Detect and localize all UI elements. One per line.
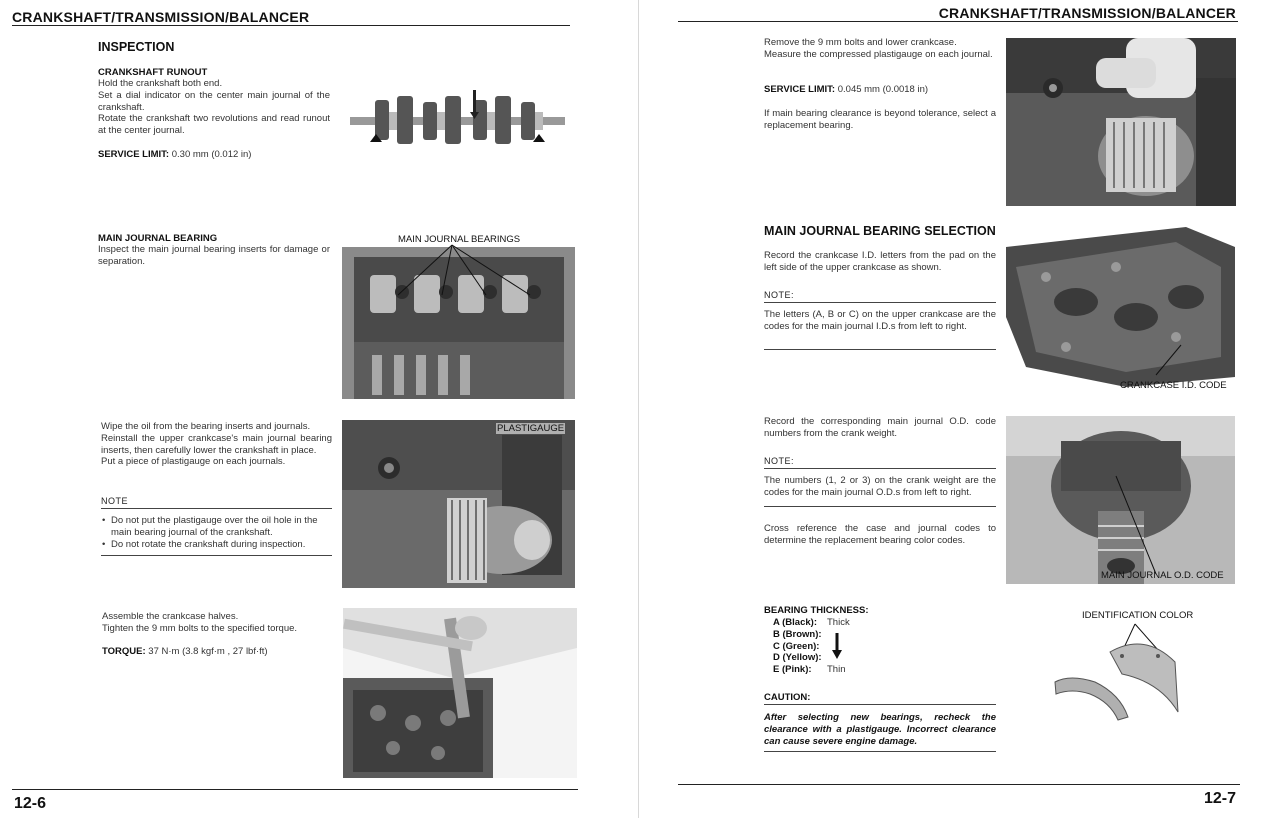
torque-label: TORQUE: xyxy=(102,646,146,657)
inspection-title: INSPECTION xyxy=(98,40,175,54)
thickness-code: E (Pink): xyxy=(773,664,812,676)
thickness-arrow-icon xyxy=(831,633,843,659)
measure-service-limit xyxy=(764,84,928,96)
plastigauge-note-item: • Do not put the plastigauge over the oil hole in the main bearing journal of the crankshaft. xyxy=(101,515,333,539)
torque-spec xyxy=(102,646,268,658)
selection-note-rule-bottom xyxy=(764,349,996,350)
measure-limit-label: SERVICE LIMIT: xyxy=(764,84,836,95)
selection-note-rule-top xyxy=(764,302,996,303)
right-page-number: 12-7 xyxy=(1203,790,1236,807)
measure-limit-value: 0.045 mm (0.0018 in) xyxy=(837,84,929,95)
selection-note-text: The letters (A, B or C) on the upper crankcase are the codes for the main journal I.D.s from left to right. xyxy=(764,309,996,332)
torque-value: 37 N·m (3.8 kgf·m , 27 lbf·ft) xyxy=(148,646,268,657)
right-footer-rule xyxy=(678,784,1240,785)
crank-weight-photo xyxy=(1006,416,1235,584)
selection-note-label: NOTE: xyxy=(764,290,795,300)
od-code-callout: MAIN JOURNAL O.D. CODE xyxy=(1101,570,1224,581)
measure-plastigauge-photo xyxy=(1006,38,1236,206)
thickness-title: BEARING THICKNESS: xyxy=(764,605,869,616)
caution-rule-top xyxy=(764,704,996,705)
crankshaft-illustration xyxy=(345,90,570,150)
runout-text: Hold the crankshaft both end. Set a dial indicator on the center main journal of the crankshaft. Rotate the crankshaft two revolutions and read runout at the center journal. xyxy=(98,78,330,137)
caution-rule-bottom xyxy=(764,751,996,752)
plastigauge-notes xyxy=(101,515,333,550)
identification-color-callout: IDENTIFICATION COLOR xyxy=(1082,610,1194,621)
assemble-text: Assemble the crankcase halves. Tighten the 9 mm bolts to the specified torque. xyxy=(102,611,298,634)
left-header-rule xyxy=(12,25,570,26)
right-page-header: CRANKSHAFT/TRANSMISSION/BALANCER xyxy=(938,5,1236,21)
crankcase-id-callout: CRANKCASE I.D. CODE xyxy=(1120,380,1227,391)
selection-text: Record the crankcase I.D. letters from the pad on the left side of the upper crankcase as shown. xyxy=(764,250,996,273)
thickness-code: D (Yellow): xyxy=(773,652,822,664)
od-note-text: The numbers (1, 2 or 3) on the crank weight are the codes for the main journal O.D.s from left to right. xyxy=(764,475,996,498)
caution-text: After selecting new bearings, recheck the clearance with a plastigauge. Incorrect clearance can cause severe engine damage. xyxy=(764,712,996,747)
od-text: Record the corresponding main journal O.D. code numbers from the crank weight. xyxy=(764,416,996,439)
runout-limit-label: SERVICE LIMIT: xyxy=(98,149,170,160)
plastigauge-photo xyxy=(342,420,575,588)
plastigauge-text: Wipe the oil from the bearing inserts and journals. Reinstall the upper crankcase's main journal bearing inserts, then carefully lower the crankshaft in place. Put a piece of plastigauge on each journals. xyxy=(101,421,332,468)
od-text-2: Cross reference the case and journal codes to determine the replacement bearing color codes. xyxy=(764,523,996,546)
plastigauge-note-label: NOTE xyxy=(101,496,129,506)
bearings-leader-lines xyxy=(342,240,575,300)
left-page-header: CRANKSHAFT/TRANSMISSION/BALANCER xyxy=(12,9,310,25)
plastigauge-note-rule-bottom xyxy=(101,555,332,556)
right-header-rule xyxy=(678,21,1238,22)
bearing-shells-illustration xyxy=(1050,622,1190,722)
od-note-rule-bottom xyxy=(764,506,996,507)
left-page-number: 12-6 xyxy=(14,795,47,812)
bearing-text: Inspect the main journal bearing inserts for damage or separation. xyxy=(98,244,330,267)
thickness-desc: Thin xyxy=(827,664,846,676)
bearing-title: MAIN JOURNAL BEARING xyxy=(98,233,218,244)
plastigauge-note-rule-top xyxy=(101,508,332,509)
thickness-row xyxy=(773,664,850,676)
left-footer-rule xyxy=(12,789,578,790)
measure-text-2: If main bearing clearance is beyond tolerance, select a replacement bearing. xyxy=(764,108,996,131)
thickness-code: C (Green): xyxy=(773,640,820,652)
od-note-rule-top xyxy=(764,468,996,469)
selection-title: MAIN JOURNAL BEARING SELECTION xyxy=(764,224,996,238)
runout-title: CRANKSHAFT RUNOUT xyxy=(98,67,208,78)
thickness-code: A (Black): xyxy=(773,617,817,628)
caution-label: CAUTION: xyxy=(764,692,811,703)
thickness-row xyxy=(773,617,850,629)
measure-text: Remove the 9 mm bolts and lower crankcase. Measure the compressed plastigauge on each journal. xyxy=(764,37,993,60)
runout-service-limit xyxy=(98,149,251,161)
plastigauge-callout: PLASTIGAUGE xyxy=(497,423,565,434)
od-note-label: NOTE: xyxy=(764,456,795,466)
thickness-code: B (Brown): xyxy=(773,628,822,640)
page-spine xyxy=(638,0,639,818)
thickness-desc: Thick xyxy=(827,617,850,628)
torque-wrench-photo xyxy=(343,608,577,778)
runout-limit-value: 0.30 mm (0.012 in) xyxy=(171,149,252,160)
crankcase-id-photo xyxy=(1006,227,1235,394)
bearings-callout: MAIN JOURNAL BEARINGS xyxy=(398,234,521,245)
plastigauge-note-item: • Do not rotate the crankshaft during inspection. xyxy=(101,539,333,551)
